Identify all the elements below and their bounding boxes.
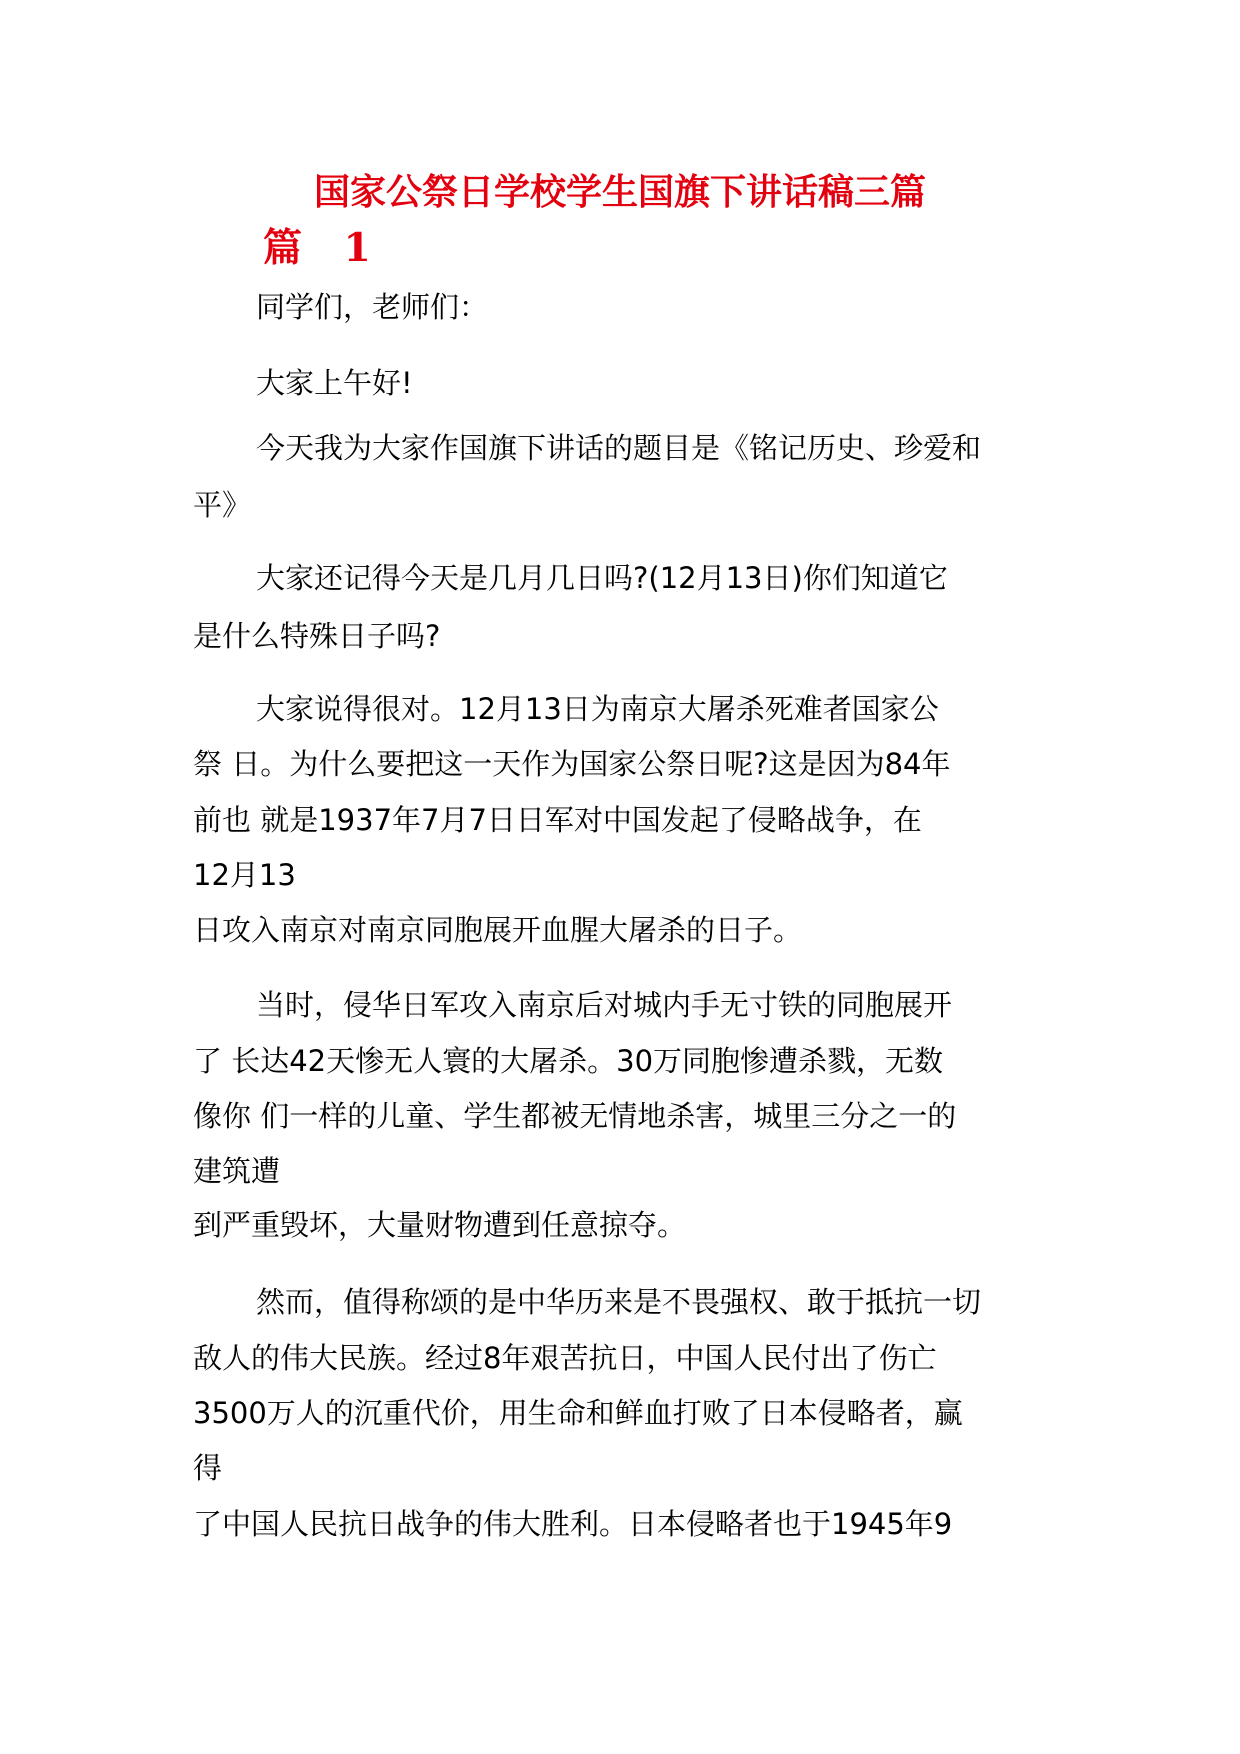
paragraph-line: 大家说得很对。12月13日为南京大屠杀死难者国家公: [256, 692, 939, 726]
paragraph-line: 了 长达42天惨无人寰的大屠杀。30万同胞惨遭杀戮，无数: [193, 1044, 944, 1078]
paragraph-line: 是什么特殊日子吗?: [193, 619, 441, 653]
section-heading: 篇 1: [263, 225, 385, 271]
paragraph-line: 建筑遭: [193, 1154, 281, 1188]
paragraph-line: 3500万人的沉重代价，用生命和鲜血打败了日本侵略者，赢: [193, 1396, 963, 1430]
paragraph-line: 祭 日。为什么要把这一天作为国家公祭日呢?这是因为84年: [193, 747, 951, 781]
paragraph-line: 像你 们一样的儿童、学生都被无情地杀害，城里三分之一的: [193, 1099, 957, 1133]
paragraph-line: 敌人的伟大民族。经过8年艰苦抗日，中国人民付出了伤亡: [193, 1341, 937, 1375]
paragraph-line: 然而，值得称颂的是中华历来是不畏强权、敢于抵抗一切: [256, 1285, 982, 1319]
paragraph-line: 大家还记得今天是几月几日吗?(12月13日)你们知道它: [256, 561, 948, 595]
salutation: 同学们，老师们：: [256, 290, 489, 324]
paragraph-line: 平》: [193, 488, 252, 522]
paragraph-line: 得: [193, 1451, 223, 1485]
paragraph-line: 前也 就是1937年7月7日日军对中国发起了侵略战争，在: [193, 803, 922, 837]
document-title: 国家公祭日学校学生国旗下讲话稿三篇: [313, 171, 926, 213]
paragraph-line: 当时，侵华日军攻入南京后对城内手无寸铁的同胞展开: [256, 988, 953, 1022]
paragraph-line: 今天我为大家作国旗下讲话的题目是《铭记历史、珍爱和: [256, 431, 982, 465]
paragraph-line: 了中国人民抗日战争的伟大胜利。日本侵略者也于1945年9: [193, 1507, 953, 1541]
greeting: 大家上午好!: [256, 366, 413, 400]
paragraph-line: 12月13: [193, 858, 296, 892]
paragraph-line: 到严重毁坏，大量财物遭到任意掠夺。: [193, 1208, 687, 1242]
paragraph-line: 日攻入南京对南京同胞展开血腥大屠杀的日子。: [193, 913, 803, 947]
